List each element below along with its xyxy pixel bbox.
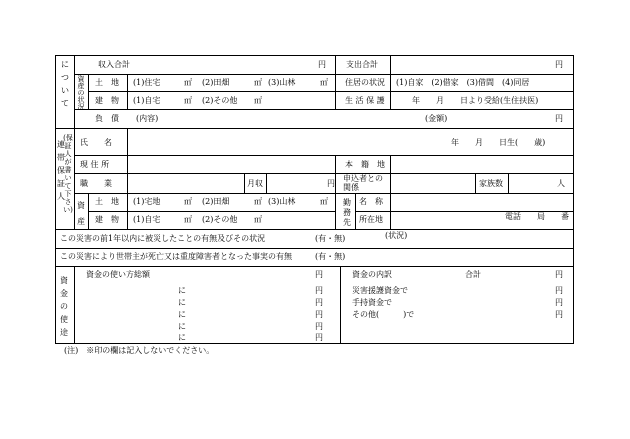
rule — [127, 74, 128, 110]
funds-item-other: その他( )で — [352, 310, 415, 319]
funds-unit-5: 円 — [315, 333, 323, 342]
building-unit-2: ㎡ — [254, 96, 262, 105]
guarantor-relation-label: 申込者との関係 — [343, 174, 383, 192]
welfare-label: 生 活 保 護 — [345, 96, 385, 105]
question-prior-disaster-status: (状況) — [385, 231, 408, 240]
land-opt-house: (1)住宅 — [133, 78, 161, 87]
rule — [573, 55, 574, 344]
g-building-unit-1: ㎡ — [184, 215, 192, 224]
debt-unit: 円 — [555, 114, 563, 123]
land-unit-1: ㎡ — [184, 78, 192, 87]
rule — [74, 266, 75, 343]
question-prior-disaster: この災害の前1年以内に被災したことの有無及びその状況 — [60, 234, 266, 243]
rule — [55, 229, 574, 230]
income-unit: 円 — [318, 60, 326, 69]
funds-item-other-unit: 円 — [555, 310, 563, 319]
workplace-phone: 電話 局 番 — [505, 212, 569, 221]
funds-breakdown-label: 資金の内訳 — [352, 270, 392, 279]
rule — [390, 155, 391, 193]
housing-options: (1)自家 (2)借家 (3)借間 (4)同居 — [396, 78, 530, 87]
rule — [475, 173, 476, 193]
workplace-location-label: 所在地 — [359, 215, 383, 224]
debt-amount: (金額) — [425, 114, 448, 123]
rule — [88, 74, 89, 109]
question-head-death-yn: (有・無) — [315, 252, 346, 261]
funds-unit-2: 円 — [315, 298, 323, 307]
rule — [127, 128, 128, 229]
housing-label: 住居の状況 — [345, 78, 385, 87]
land-unit-3: ㎡ — [320, 78, 328, 87]
question-prior-disaster-yn: (有・無) — [315, 234, 346, 243]
funds-item-own-unit: 円 — [555, 298, 563, 307]
guarantor-birthdate: 年 月 日生( 歳) — [451, 138, 546, 147]
rule — [88, 211, 336, 212]
rule — [508, 173, 509, 193]
land-unit-2: ㎡ — [254, 78, 262, 87]
g-land-opt-forest: (3)山林 — [268, 197, 296, 206]
rule — [340, 266, 341, 343]
debt-label: 負 債 — [95, 114, 119, 123]
funds-ni-2: に — [178, 298, 186, 307]
rule — [74, 173, 574, 174]
funds-total-unit: 円 — [555, 270, 563, 279]
rule — [266, 173, 267, 193]
rule — [55, 343, 574, 344]
rule — [74, 109, 574, 110]
guarantor-name-label: 氏 名 — [80, 138, 112, 147]
land-opt-forest: (3)山林 — [268, 78, 296, 87]
guarantor-domicile-label: 本 籍 地 — [345, 160, 385, 169]
g-building-opt-other: (2)その他 — [202, 215, 238, 224]
building-label: 建 物 — [95, 96, 119, 105]
funds-plan-unit: 円 — [315, 270, 323, 279]
rule — [88, 193, 89, 229]
guarantor-family-label: 家族数 — [479, 179, 503, 188]
section-label-ni-tsuite: について — [61, 60, 69, 108]
funds-item-relief-unit: 円 — [555, 286, 563, 295]
g-land-unit-1: ㎡ — [184, 197, 192, 206]
g-land-opt-field: (2)田畑 — [202, 197, 230, 206]
funds-item-own-funds: 手持資金で — [352, 298, 392, 307]
building-opt-other: (2)その他 — [202, 96, 238, 105]
funds-total-label: 合計 — [465, 270, 481, 279]
funds-ni-5: に — [178, 333, 186, 342]
rule — [74, 74, 574, 75]
rule — [390, 193, 391, 229]
g-building-opt-home: (1)自宅 — [133, 215, 161, 224]
building-opt-home: (1)自宅 — [133, 96, 161, 105]
funds-plan-label: 資金の使い方総額 — [86, 270, 150, 279]
g-building-unit-2: ㎡ — [254, 215, 262, 224]
guarantor-address-label: 現 住 所 — [80, 160, 110, 169]
rule — [244, 173, 245, 193]
rule — [74, 55, 75, 229]
g-land-opt-lot: (1)宅地 — [133, 197, 161, 206]
rule — [335, 155, 336, 229]
rule — [390, 55, 391, 109]
funds-unit-3: 円 — [315, 310, 323, 319]
rule — [74, 193, 574, 194]
rule — [74, 155, 574, 156]
guarantor-assets-label: 資産 — [77, 201, 85, 226]
g-land-unit-3: ㎡ — [320, 197, 328, 206]
guarantor-job-label: 職 業 — [80, 179, 112, 188]
building-unit-1: ㎡ — [184, 96, 192, 105]
funds-unit-1: 円 — [315, 286, 323, 295]
land-opt-field: (2)田畑 — [202, 78, 230, 87]
g-land-unit-2: ㎡ — [254, 197, 262, 206]
g-land-label: 土 地 — [95, 197, 119, 206]
funds-ni-3: に — [178, 310, 186, 319]
rule — [55, 55, 574, 56]
funds-unit-4: 円 — [315, 322, 323, 331]
funds-item-relief-fund: 災害援護資金で — [352, 286, 408, 295]
debt-content: (内容) — [136, 114, 159, 123]
guarantor-label: 連帯保証人 — [57, 140, 65, 201]
funds-usage-label: 資金の使途 — [60, 276, 68, 337]
form-note: (注) ※印の欄は記入しないでください。 — [64, 346, 215, 355]
guarantor-note: (保証人が書いて下さい) — [63, 134, 73, 214]
guarantor-family-unit: 人 — [557, 179, 565, 188]
rule — [355, 193, 356, 229]
question-head-death: この災害により世帯主が死亡又は重度障害者となった事実の有無 — [60, 252, 292, 261]
land-label: 土 地 — [95, 78, 119, 87]
g-building-label: 建 物 — [95, 215, 119, 224]
workplace-name-label: 名 称 — [359, 197, 383, 206]
rule — [55, 128, 574, 129]
assets-status-label: 資産の状況 — [77, 75, 85, 111]
funds-ni-4: に — [178, 322, 186, 331]
guarantor-income-unit: 円 — [327, 179, 335, 188]
welfare-since: 年 月 日より受給(生住扶医) — [412, 96, 539, 105]
expense-unit: 円 — [555, 60, 563, 69]
rule — [55, 248, 574, 249]
workplace-label: 勤務先 — [343, 198, 351, 227]
income-total-label: 収入合計 — [98, 60, 130, 69]
expense-total-label: 支出合計 — [346, 60, 378, 69]
rule — [55, 266, 574, 267]
rule — [88, 91, 574, 92]
rule — [335, 55, 336, 109]
guarantor-monthly-income-label: 月収 — [247, 179, 263, 188]
funds-ni-1: に — [178, 286, 186, 295]
